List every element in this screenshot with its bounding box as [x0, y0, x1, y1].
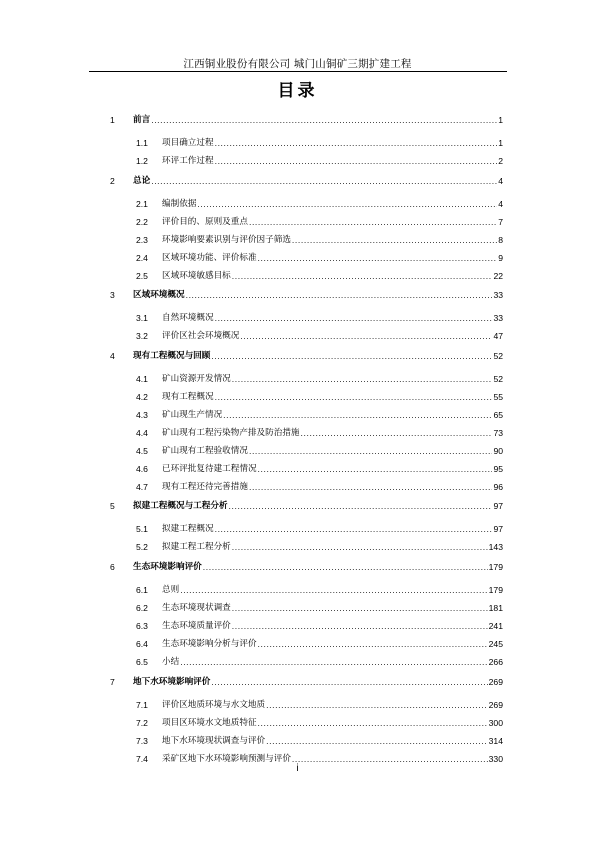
- toc-entry-title: 总论: [133, 176, 151, 186]
- toc-chapter-entry[interactable]: [110, 287, 503, 301]
- toc-entry-number: 2.1: [136, 199, 148, 209]
- toc-section-entry[interactable]: [136, 268, 503, 282]
- toc-dot-leader: [211, 350, 492, 362]
- toc-entry-title: 现有工程概况: [162, 392, 214, 402]
- toc-dot-leader: [258, 717, 488, 729]
- toc-entry-number: 3: [110, 290, 115, 300]
- toc-entry-number: 4.3: [136, 410, 148, 420]
- toc-entry-title: 已环评批复待建工程情况: [162, 464, 257, 474]
- toc-section-entry[interactable]: [136, 443, 503, 457]
- toc-entry-page: 96: [493, 482, 503, 492]
- toc-entry-page: 95: [493, 464, 503, 474]
- toc-entry-page: 7: [498, 217, 503, 227]
- toc-entry-page: 90: [493, 446, 503, 456]
- toc-entry-number: 4.4: [136, 428, 148, 438]
- toc-dot-leader: [203, 561, 488, 573]
- toc-entry-page: 73: [493, 428, 503, 438]
- toc-section-entry[interactable]: [136, 232, 503, 246]
- toc-entry-number: 7.1: [136, 700, 148, 710]
- toc-entry-title: 评价区地质环境与水文地质: [162, 700, 266, 710]
- toc-entry-title: 地下水环境影响评价: [133, 677, 211, 687]
- toc-entry-number: 4.6: [136, 464, 148, 474]
- toc-entry-title: 矿山现有工程污染物产排及防治措施: [162, 428, 300, 438]
- toc-dot-leader: [232, 620, 488, 632]
- toc-entry-page: 55: [493, 392, 503, 402]
- toc-entry-title: 拟建工程工程分析: [162, 542, 231, 552]
- toc-chapter-entry[interactable]: [110, 348, 503, 362]
- toc-section-entry[interactable]: [136, 697, 503, 711]
- toc-entry-title: 小结: [162, 657, 180, 667]
- toc-section-entry[interactable]: [136, 371, 503, 385]
- toc-entry-title: 矿山现生产情况: [162, 410, 223, 420]
- toc-section-entry[interactable]: [136, 310, 503, 324]
- toc-section-entry[interactable]: [136, 479, 503, 493]
- toc-entry-number: 4: [110, 351, 115, 361]
- toc-entry-page: 314: [488, 736, 503, 746]
- toc-entry-title: 现有工程概况与回顾: [133, 351, 211, 361]
- toc-entry-title: 生态环境影响评价: [133, 562, 202, 572]
- toc-dot-leader: [151, 114, 497, 126]
- toc-entry-title: 矿山现有工程验收情况: [162, 446, 248, 456]
- toc-entry-title: 区域环境概况: [133, 290, 185, 300]
- toc-entry-page: 9: [498, 253, 503, 263]
- toc-section-entry[interactable]: [136, 425, 503, 439]
- toc-entry-page: 241: [488, 621, 503, 631]
- toc-entry-number: 5.1: [136, 524, 148, 534]
- toc-entry-page: 33: [493, 290, 503, 300]
- toc-section-entry[interactable]: [136, 582, 503, 596]
- toc-dot-leader: [215, 155, 498, 167]
- toc-entry-page: 4: [498, 199, 503, 209]
- toc-entry-number: 7.4: [136, 754, 148, 764]
- toc-entry-title: 评价区社会环境概况: [162, 331, 240, 341]
- page-title: 目录: [277, 81, 318, 101]
- toc-section-entry[interactable]: [136, 407, 503, 421]
- toc-chapter-entry[interactable]: [110, 674, 503, 688]
- toc-dot-leader: [229, 500, 493, 512]
- toc-dot-leader: [180, 584, 487, 596]
- toc-entry-page: 65: [493, 410, 503, 420]
- toc-entry-number: 6.1: [136, 585, 148, 595]
- toc-entry-title: 编制依据: [162, 199, 197, 209]
- toc-section-entry[interactable]: [136, 461, 503, 475]
- toc-entry-title: 生态环境现状调查: [162, 603, 231, 613]
- toc-entry-page: 52: [493, 351, 503, 361]
- toc-entry-number: 4.2: [136, 392, 148, 402]
- toc-dot-leader: [197, 198, 497, 210]
- toc-dot-leader: [249, 445, 492, 457]
- toc-entry-page: 330: [488, 754, 503, 764]
- toc-entry-page: 300: [488, 718, 503, 728]
- toc-entry-number: 2.3: [136, 235, 148, 245]
- toc-dot-leader: [215, 312, 493, 324]
- toc-entry-title: 采矿区地下水环境影响预测与评价: [162, 754, 291, 764]
- toc-entry-page: 143: [488, 542, 503, 552]
- toc-chapter-entry[interactable]: [110, 173, 503, 187]
- toc-dot-leader: [266, 699, 488, 711]
- toc-section-entry[interactable]: [136, 521, 503, 535]
- toc-entry-title: 地下水环境现状调查与评价: [162, 736, 266, 746]
- toc-entry-number: 6.5: [136, 657, 148, 667]
- toc-dot-leader: [232, 270, 493, 282]
- toc-entry-title: 环评工作过程: [162, 156, 214, 166]
- toc-entry-page: 4: [498, 176, 503, 186]
- toc-entry-title: 自然环境概况: [162, 313, 214, 323]
- toc-section-entry[interactable]: [136, 715, 503, 729]
- toc-entry-number: 7: [110, 677, 115, 687]
- toc-dot-leader: [249, 481, 492, 493]
- toc-entry-title: 生态环境影响分析与评价: [162, 639, 257, 649]
- page-header: 江西铜业股份有限公司 城门山铜矿三期扩建工程: [183, 58, 412, 70]
- toc-entry-page: 179: [488, 562, 503, 572]
- toc-dot-leader: [232, 373, 493, 385]
- toc-entry-title: 评价目的、原则及重点: [162, 217, 248, 227]
- toc-section-entry[interactable]: [136, 539, 503, 553]
- toc-dot-leader: [215, 391, 493, 403]
- toc-entry-page: 97: [493, 524, 503, 534]
- toc-section-entry[interactable]: [136, 733, 503, 747]
- toc-dot-leader: [240, 330, 492, 342]
- toc-entry-number: 4.5: [136, 446, 148, 456]
- toc-dot-leader: [186, 289, 493, 301]
- toc-dot-leader: [180, 656, 487, 668]
- toc-entry-page: 245: [488, 639, 503, 649]
- toc-section-entry[interactable]: [136, 654, 503, 668]
- toc-entry-number: 7.2: [136, 718, 148, 728]
- toc-chapter-entry[interactable]: [110, 498, 503, 512]
- toc-entry-number: 2.4: [136, 253, 148, 263]
- toc-entry-page: 97: [493, 501, 503, 511]
- toc-dot-leader: [258, 638, 488, 650]
- toc-entry-title: 生态环境质量评价: [162, 621, 231, 631]
- toc-dot-leader: [232, 602, 488, 614]
- toc-entry-page: 269: [488, 700, 503, 710]
- toc-section-entry[interactable]: [136, 389, 503, 403]
- toc-entry-title: 拟建工程概况: [162, 524, 214, 534]
- toc-entry-page: 47: [493, 331, 503, 341]
- toc-section-entry[interactable]: [136, 214, 503, 228]
- toc-entry-title: 区域环境功能、评价标准: [162, 253, 257, 263]
- toc-entry-title: 总则: [162, 585, 180, 595]
- toc-entry-title: 项目确立过程: [162, 138, 214, 148]
- toc-dot-leader: [258, 252, 498, 264]
- toc-entry-number: 1.1: [136, 138, 148, 148]
- toc-section-entry[interactable]: [136, 135, 503, 149]
- toc-dot-leader: [223, 409, 492, 421]
- toc-entry-page: 22: [493, 271, 503, 281]
- toc-chapter-entry[interactable]: [110, 112, 503, 126]
- toc-section-entry[interactable]: [136, 250, 503, 264]
- toc-entry-title: 拟建工程概况与工程分析: [133, 501, 228, 511]
- toc-entry-number: 1.2: [136, 156, 148, 166]
- toc-entry-title: 项目区环境水文地质特征: [162, 718, 257, 728]
- toc-chapter-entry[interactable]: [110, 559, 503, 573]
- toc-dot-leader: [292, 234, 497, 246]
- toc-entry-page: 2: [498, 156, 503, 166]
- toc-entry-title: 区域环境敏感目标: [162, 271, 231, 281]
- page-number: i: [296, 763, 299, 774]
- toc-entry-title: 现有工程还待完善措施: [162, 482, 248, 492]
- toc-entry-page: 1: [498, 115, 503, 125]
- toc-dot-leader: [215, 137, 498, 149]
- toc-entry-title: 环境影响要素识别与评价因子筛选: [162, 235, 291, 245]
- toc-entry-number: 7.3: [136, 736, 148, 746]
- toc-entry-page: 8: [498, 235, 503, 245]
- toc-entry-number: 5.2: [136, 542, 148, 552]
- toc-section-entry[interactable]: [136, 153, 503, 167]
- toc-entry-page: 1: [498, 138, 503, 148]
- toc-entry-number: 6: [110, 562, 115, 572]
- toc-entry-number: 1: [110, 115, 115, 125]
- toc-entry-number: 3.1: [136, 313, 148, 323]
- toc-entry-page: 52: [493, 374, 503, 384]
- toc-entry-number: 6.4: [136, 639, 148, 649]
- toc-section-entry[interactable]: [136, 600, 503, 614]
- toc-section-entry[interactable]: [136, 618, 503, 632]
- toc-dot-leader: [232, 541, 488, 553]
- toc-entry-title: 前言: [133, 115, 151, 125]
- toc-section-entry[interactable]: [136, 636, 503, 650]
- toc-dot-leader: [211, 676, 487, 688]
- toc-entry-number: 2.2: [136, 217, 148, 227]
- toc-dot-leader: [151, 175, 497, 187]
- toc-dot-leader: [215, 523, 493, 535]
- toc-entry-number: 4.7: [136, 482, 148, 492]
- toc-entry-number: 3.2: [136, 331, 148, 341]
- toc-entry-title: 矿山资源开发情况: [162, 374, 231, 384]
- toc-entry-number: 4.1: [136, 374, 148, 384]
- toc-entry-page: 179: [488, 585, 503, 595]
- toc-entry-number: 6.2: [136, 603, 148, 613]
- toc-dot-leader: [249, 216, 497, 228]
- toc-entry-number: 6.3: [136, 621, 148, 631]
- toc-section-entry[interactable]: [136, 196, 503, 210]
- toc-entry-number: 5: [110, 501, 115, 511]
- toc-entry-page: 269: [488, 677, 503, 687]
- toc-dot-leader: [258, 463, 493, 475]
- toc-entry-number: 2: [110, 176, 115, 186]
- toc-dot-leader: [266, 735, 488, 747]
- toc-section-entry[interactable]: [136, 328, 503, 342]
- toc-entry-page: 33: [493, 313, 503, 323]
- header-rule: [89, 71, 507, 72]
- toc-entry-number: 2.5: [136, 271, 148, 281]
- toc-entry-page: 181: [488, 603, 503, 613]
- toc-dot-leader: [301, 427, 493, 439]
- toc-entry-page: 266: [488, 657, 503, 667]
